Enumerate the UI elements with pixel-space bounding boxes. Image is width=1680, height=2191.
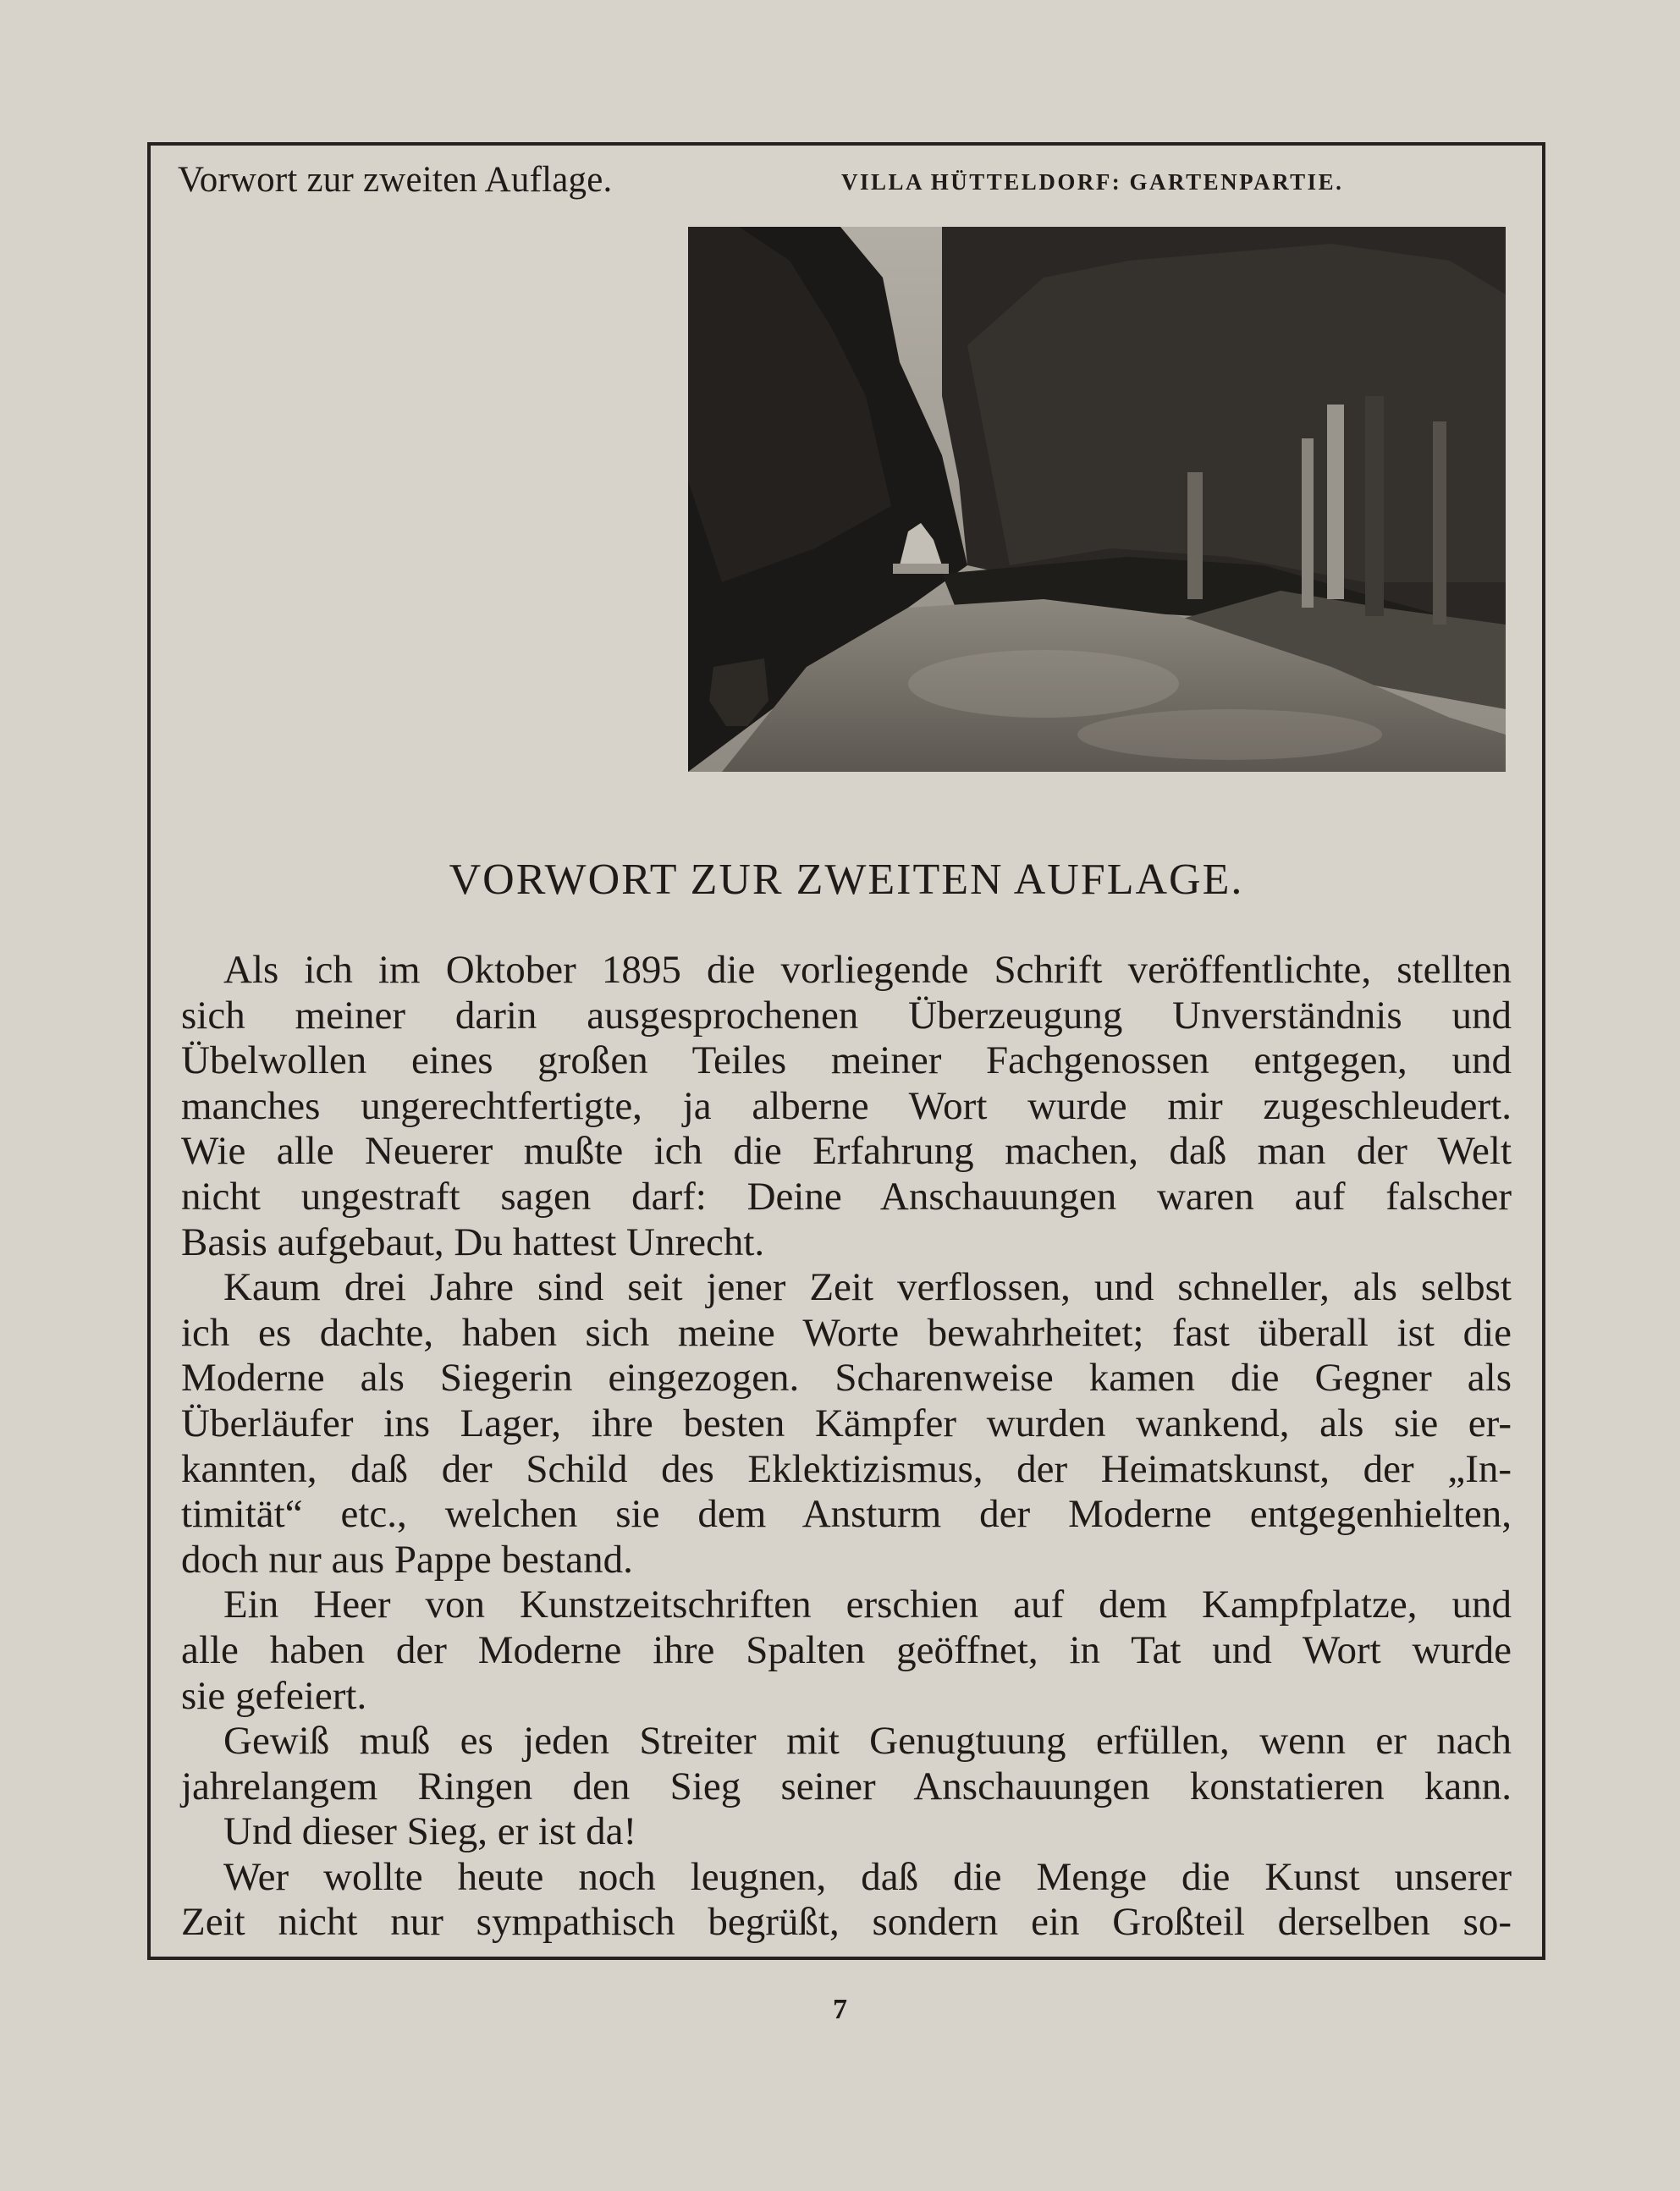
text-line: Wer wollte heute noch leugnen, daß die Menge die Kunst unserer bbox=[223, 1854, 1512, 1899]
text-line: Als ich im Oktober 1895 die vorliegende Schrift veröffentlichte, stellten bbox=[223, 948, 1512, 992]
body-text bbox=[181, 948, 1512, 1946]
text-line: doch nur aus Pappe bestand. bbox=[181, 1537, 633, 1582]
text-line: alle haben der Moderne ihre Spalten geöffnet, in Tat und Wort wurde bbox=[181, 1627, 1512, 1672]
text-line: Zeit nicht nur sympathisch begrüßt, sondern ein Großteil derselben so- bbox=[181, 1900, 1512, 1945]
text-line: Gewiß muß es jeden Streiter mit Genugtuung erfüllen, wenn er nach bbox=[223, 1719, 1512, 1764]
text-line: Moderne als Siegerin eingezogen. Scharenweise kamen die Gegner als bbox=[181, 1356, 1512, 1401]
text-line: Basis aufgebaut, Du hattest Unrecht. bbox=[181, 1219, 765, 1264]
text-line: kannten, daß der Schild des Eklektizismus, der Heimatskunst, der „In- bbox=[181, 1446, 1512, 1491]
text-line: timität“ etc., welchen sie dem Ansturm der Moderne entgegenhielten, bbox=[181, 1492, 1512, 1537]
text-line: sie gefeiert. bbox=[181, 1673, 367, 1718]
page-number: 7 bbox=[833, 1994, 847, 2025]
text-line: Überläufer ins Lager, ihre besten Kämpfer wurden wankend, als sie er- bbox=[181, 1401, 1512, 1445]
text-line: ich es dachte, haben sich meine Worte bewahrheitet; fast überall ist die bbox=[181, 1310, 1512, 1355]
text-line: Wie alle Neuerer mußte ich die Erfahrung machen, daß man der Welt bbox=[181, 1129, 1512, 1174]
text-line: Und dieser Sieg, er ist da! bbox=[223, 1809, 637, 1854]
text-line: jahrelangem Ringen den Sieg seiner Anschauungen konstatieren kann. bbox=[181, 1764, 1512, 1808]
section-title: VORWORT ZUR ZWEITEN AUFLAGE. bbox=[449, 856, 1244, 904]
running-head: Vorwort zur zweiten Auflage. bbox=[178, 160, 613, 200]
text-line: Übelwollen eines großen Teiles meiner Fachgenossen entgegen, und bbox=[181, 1038, 1512, 1083]
text-line: sich meiner darin ausgesprochenen Überzeugung Unverständnis und bbox=[181, 993, 1512, 1038]
text-line: Kaum drei Jahre sind seit jener Zeit verflossen, und schneller, als selbst bbox=[223, 1265, 1512, 1310]
text-line: nicht ungestraft sagen darf: Deine Anschauungen waren auf falscher bbox=[181, 1174, 1512, 1219]
text-line: Ein Heer von Kunstzeitschriften erschien auf dem Kampfplatze, und bbox=[223, 1583, 1512, 1627]
garden-photograph bbox=[688, 227, 1506, 772]
plate-caption: VILLA HÜTTELDORF: GARTENPARTIE. bbox=[841, 169, 1344, 195]
text-line: manches ungerechtfertigte, ja alberne Wort wurde mir zugeschleudert. bbox=[181, 1083, 1512, 1128]
